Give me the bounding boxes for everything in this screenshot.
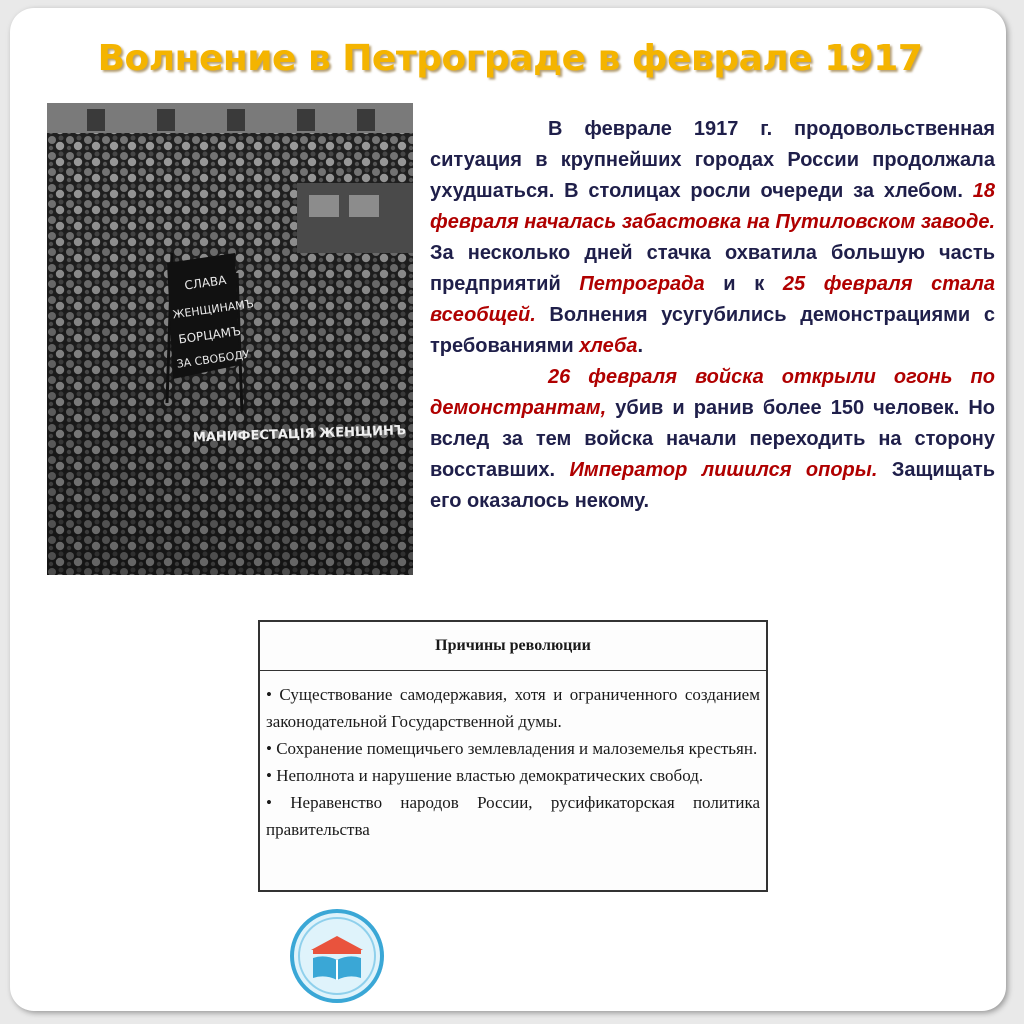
paragraph-1 [430,114,995,362]
highlighted-text: 26 февраля войска открыли огонь по демонстрантам, [430,366,995,419]
cause-item: • Существование самодержавия, хотя и ограниченного созданием законодательной Государственной думы. [266,685,760,731]
text-run: Волнения усугубились демонстрациями с требованиями [430,304,995,357]
book-emblem-icon [289,908,385,1004]
highlighted-text: 25 февраля стала всеобщей. [430,273,995,326]
banner-text-2: ЖЕНЩИНАМЪ [171,297,255,322]
photo-caption: МАНИФЕСТАЦІЯ ЖЕНЩИНЪ [192,423,407,446]
slide-title: Волнение в Петрограде в феврале 1917 [97,38,923,79]
paragraph-2 [430,362,995,517]
text-run: . [637,335,644,357]
text-run: убив и ранив более 150 человек. Но вслед за тем войска начали переходить на сторону восставших. [430,397,995,481]
causes-list [260,671,766,843]
causes-table [258,620,768,892]
body-text [430,114,995,517]
highlighted-text: Петрограда [579,273,705,295]
highlighted-text: Император лишился опоры. [569,459,878,481]
cause-item: • Сохранение помещичьего землевладения и малоземелья крестьян. [266,739,758,758]
banner-text-3: БОРЦАМЪ [177,323,242,347]
text-run: и к [704,273,783,295]
text-run: В феврале 1917 г. продовольственная ситуация в крупнейших городах России продолжала ухудшаться. В столицах росли очереди за хлебом. [430,118,995,202]
banner-text-4: ЗА СВОБОДУ [175,347,251,371]
banner-text-1: СЛАВА [183,272,228,293]
cause-item: • Неполнота и нарушение властью демократических свобод. [266,766,704,785]
highlighted-text: хлеба [579,335,638,357]
slide [10,8,1006,1011]
cause-item: • Неравенство народов России, русификаторская политика правительства [266,793,760,839]
demonstration-photo [47,103,413,575]
text-run: За несколько дней стачка охватила большую часть предприятий [430,242,995,295]
highlighted-text: 18 февраля началась забастовка на Путиловском заводе. [430,180,995,233]
text-run: Защищать его оказалось некому. [430,459,995,512]
causes-title: Причины революции [260,622,766,671]
